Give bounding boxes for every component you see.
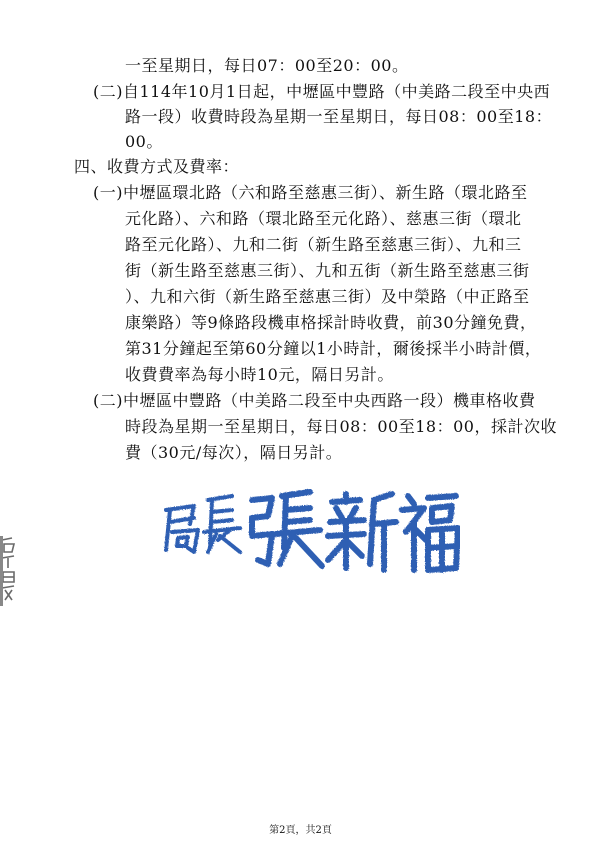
text-line: ）、九和六街（新生路至慈惠三街）及中榮路（中正路至 [125,287,530,306]
text-line: 路一段）收費時段為星期一至星期日，每日08：00至18： [125,107,553,126]
text-line: (一)中壢區環北路（六和路至慈惠三街）、新生路（環北路至 [93,183,528,202]
text-line: 街（新生路至慈惠三街）、九和五街（新生路至慈惠三街 [125,261,530,280]
text-line: 康樂路）等9條路段機車格採計時收費，前30分鐘免費， [125,313,537,332]
section-heading: 四、收費方式及費率： [74,157,240,176]
text-line: 一至星期日，每日07：00至20：00。 [125,56,409,75]
text-line: 第31分鐘起至第60分鐘以1小時計，爾後採半小時計價， [125,339,542,358]
signature-stamp [160,486,460,576]
text-line: 00。 [125,132,163,151]
text-line: 路至元化路）、九和二街（新生路至慈惠三街）、九和三 [125,235,522,254]
text-line: 時段為星期一至星期日，每日08：00至18：00，採計次收 [125,417,557,436]
text-line: (二)自114年10月1日起，中壢區中豐路（中美路二段至中央西 [93,82,551,101]
page-footer: 第2頁，共2頁 [269,825,332,836]
text-line: 元化路）、六和路（環北路至元化路）、慈惠三街（環北 [125,209,522,228]
text-line: (二)中壢區中豐路（中美路二段至中央西路一段）機車格收費 [93,391,536,410]
text-line: 費（30元/每次），隔日另計。 [125,443,343,462]
edge-seal-mark [0,536,16,606]
text-line: 收費費率為每小時10元，隔日另計。 [125,365,394,384]
